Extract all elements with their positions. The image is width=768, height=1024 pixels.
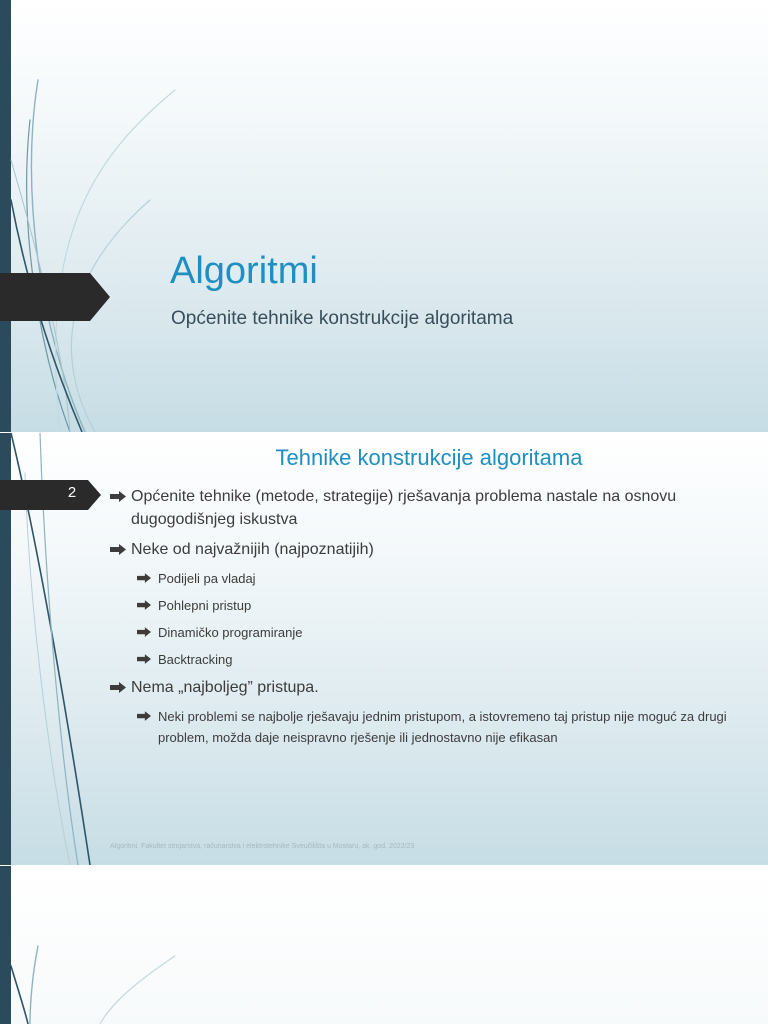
title-slide: [0, 0, 768, 432]
title-tab-shape: [0, 273, 110, 321]
bullet-text: Nema „najboljeg” pristupa.: [131, 679, 319, 696]
bullet-list: [108, 485, 738, 754]
next-slide-partial: [0, 866, 768, 1024]
right-arrow-icon: [110, 491, 126, 502]
decorative-swirls: [0, 866, 768, 1024]
content-slide: [0, 433, 768, 865]
bullet-text: Neke od najvažnijih (najpoznatijih): [131, 541, 374, 558]
sub-bullet-text: Backtracking: [158, 652, 233, 667]
right-arrow-icon: [110, 544, 126, 555]
slide-footer: Algoritmi, Fakultet strojarstva, računarstva i elektrotehnike Sveučilišta u Mostaru, ak. god. 2022/23: [110, 843, 415, 850]
sub-bullet-text: Pohlepni pristup: [158, 598, 252, 613]
right-arrow-icon: [137, 573, 151, 583]
sub-bullet-item: [108, 568, 738, 589]
sub-bullet-item: [108, 649, 738, 670]
page-number-tab: [0, 480, 101, 510]
bullet-text: Općenite tehnike (metode, strategije) rješavanja problema nastale na osnovu dugogodišnjeg iskustva: [131, 488, 677, 528]
sub-bullet-text: Dinamičko programiranje: [158, 625, 303, 640]
slide-title: Algoritmi: [170, 250, 318, 292]
bullet-item: [108, 538, 738, 561]
right-arrow-icon: [137, 711, 151, 721]
sub-bullet-text: Neki problemi se najbolje rješavaju jednim pristupom, a istovremeno taj pristup nije moguć za drugi problem, možda daje neispravno rješenje ili jednostavno nije efikasan: [158, 709, 727, 745]
left-accent-bar: [0, 866, 11, 1024]
left-accent-bar: [0, 0, 11, 432]
sub-bullet-text: Podijeli pa vladaj: [158, 571, 256, 586]
right-arrow-icon: [110, 682, 126, 693]
sub-bullet-item: [108, 595, 738, 616]
right-arrow-icon: [137, 654, 151, 664]
page-number: 2: [67, 484, 77, 501]
right-arrow-icon: [137, 627, 151, 637]
slide-subtitle: Općenite tehnike konstrukcije algoritama: [171, 308, 514, 329]
bullet-item: [108, 485, 738, 531]
decorative-swirls: [0, 0, 768, 432]
sub-bullet-item: [108, 622, 738, 643]
bullet-item: [108, 676, 738, 699]
slide-title: Tehnike konstrukcije algoritama: [275, 445, 583, 470]
sub-bullet-item: [108, 706, 738, 748]
right-arrow-icon: [137, 600, 151, 610]
